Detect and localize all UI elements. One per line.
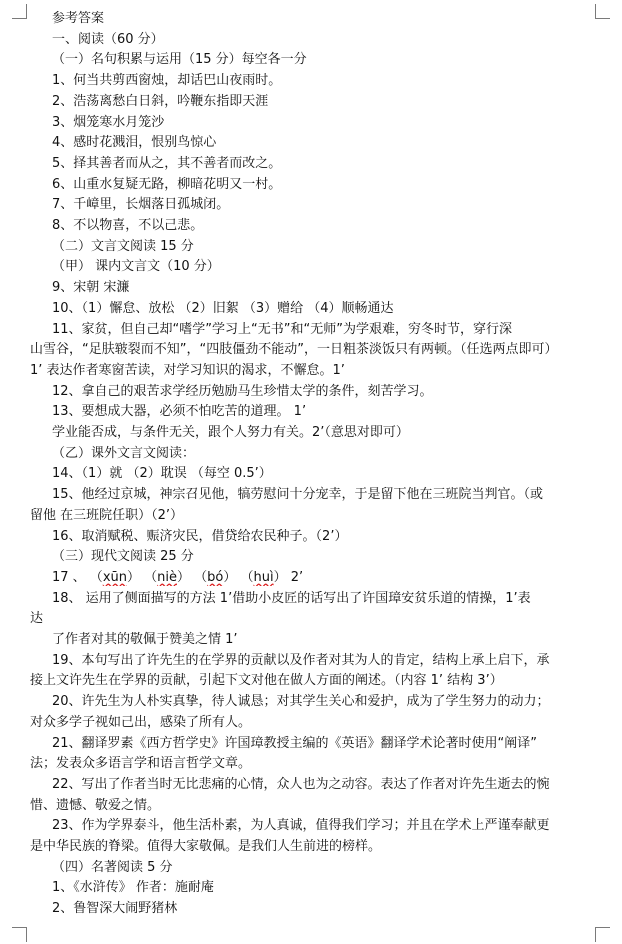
text-line: 13、要想成大器，必须不怕吃苦的道理。 1’	[52, 404, 307, 420]
text-line: 法；发表众多语言学和语言哲学文章。	[30, 756, 252, 772]
text-line: 9、宋朝 宋濂	[52, 280, 130, 296]
text-line: （三）现代文阅读 25 分	[52, 549, 194, 565]
text-line: （四）名著阅读 5 分	[52, 859, 173, 875]
text-line: 20、许先生为人朴实真挚，待人诚恳；对其学生关心和爱护，成为了学生努力的动力；	[52, 694, 550, 710]
pinyin-answer: bó	[207, 569, 224, 585]
text-line: 8、不以物喜，不以己悲。	[52, 218, 204, 233]
text-line: 是中华民族的脊梁。值得大家敬佩。是我们人生前进的榜样。	[30, 839, 382, 854]
text-line: 16、取消赋税、赈济灾民，借贷给农民种子。（2’）	[52, 528, 348, 544]
text-line: 惜、遗憾、敬爱之情。	[30, 797, 161, 813]
text-line: 2、鲁智深大闹野猪林	[52, 901, 178, 917]
text-line: 22、写出了作者当时无比悲痛的心情，众人也为之动容。表达了作者对许先生逝去的惋	[52, 776, 550, 792]
text-line: 3、烟笼寒水月笼沙	[52, 114, 165, 130]
text-line: 18、 运用了侧面描写的方法 1’借助小皮匠的话写出了许国璋安贫乐道的情操，1’表	[52, 590, 531, 606]
text-line: 2、浩荡离愁白日斜，吟鞭东指即天涯	[52, 93, 269, 109]
text-line: 14、（1）就 （2）耽误 （每空 0.5’）	[52, 466, 272, 482]
text-line: 1’ 表达作者寒窗苦读，对学习知识的渴求，不懈怠。1’	[30, 362, 345, 378]
text-line: 10、（1）懈怠、放松 （2）旧絮 （3）赠给 （4）顺畅通达	[52, 300, 394, 316]
text-line: （乙）课外文言文阅读：	[52, 445, 196, 461]
text-line: 学业能否成，与条件无关，跟个人努力有关。2’（意思对即可）	[52, 425, 409, 440]
pinyin-answer: niè	[157, 569, 177, 585]
text-line: 6、山重水复疑无路，柳暗花明又一村。	[52, 176, 282, 192]
text-line: （甲） 课内文言文（10 分）	[52, 259, 220, 275]
text-line: 5、择其善者而从之，其不善者而改之。	[52, 155, 282, 171]
text-line: 留他 在三班院任职）（2’）	[30, 507, 184, 523]
text-line: 4、感时花溅泪，恨别鸟惊心	[52, 135, 217, 151]
text-line: 1、《水浒传》 作者：施耐庵	[52, 880, 214, 896]
text-line: 23、作为学界泰斗，他生活朴素，为人真诚，值得我们学习；并且在学术上严谨奉献更	[52, 818, 550, 834]
text-line: 达	[30, 611, 44, 627]
text-line: 17 、 （xūn） （niè） （bó） （huì） 2’	[52, 569, 304, 585]
text-line: 21、翻译罗素《西方哲学史》许国璋教授主编的《英语》翻译学术论著时使用“阐译”	[52, 735, 538, 751]
pinyin-answer: huì	[253, 569, 274, 585]
page-corner-mark	[12, 927, 27, 942]
text-line: 19、本句写出了许先生的在学界的贡献以及作者对其为人的肯定，结构上承上启下，承	[52, 652, 550, 668]
text-line: 11、家贫，但自己却“嗜学”学习上“无书”和“无师”为学艰难，穷冬时节，穿行深	[52, 321, 512, 337]
pinyin-answer: xūn	[102, 569, 127, 585]
text-line: （二）文言文阅读 15 分	[52, 238, 194, 254]
text-line: 12、拿自己的艰苦求学经历勉励马生珍惜太学的条件，刻苦学习。	[52, 383, 433, 399]
text-line: 对众多学子视如己出，感染了所有人。	[30, 714, 252, 730]
text-line: 一、阅读（60 分）	[52, 31, 164, 47]
text-line: 参考答案	[52, 11, 105, 26]
text-line: 了作者对其的敬佩于赞美之情 1’	[52, 632, 238, 647]
text-line: 接上文许先生在学界的贡献，引起下文对他在做人方面的阐述。（内容 1’ 结构 3’）	[30, 673, 503, 689]
text-line: 山雪谷，“足肤皲裂而不知”，“四肢僵劲不能动”，一日粗茶淡饭只有两顿。（任选两点即可）	[30, 342, 558, 358]
page-corner-mark	[595, 927, 610, 942]
text-line: 1、何当共剪西窗烛，却话巴山夜雨时。	[52, 73, 282, 89]
text-line: 15、他经过京城，神宗召见他，犒劳慰问十分宠幸，于是留下他在三班院当判官。（或	[52, 487, 544, 503]
text-line: 7、千嶂里，长烟落日孤城闭。	[52, 197, 230, 213]
text-line: （一）名句积累与运用（15 分）每空各一分	[52, 52, 307, 68]
